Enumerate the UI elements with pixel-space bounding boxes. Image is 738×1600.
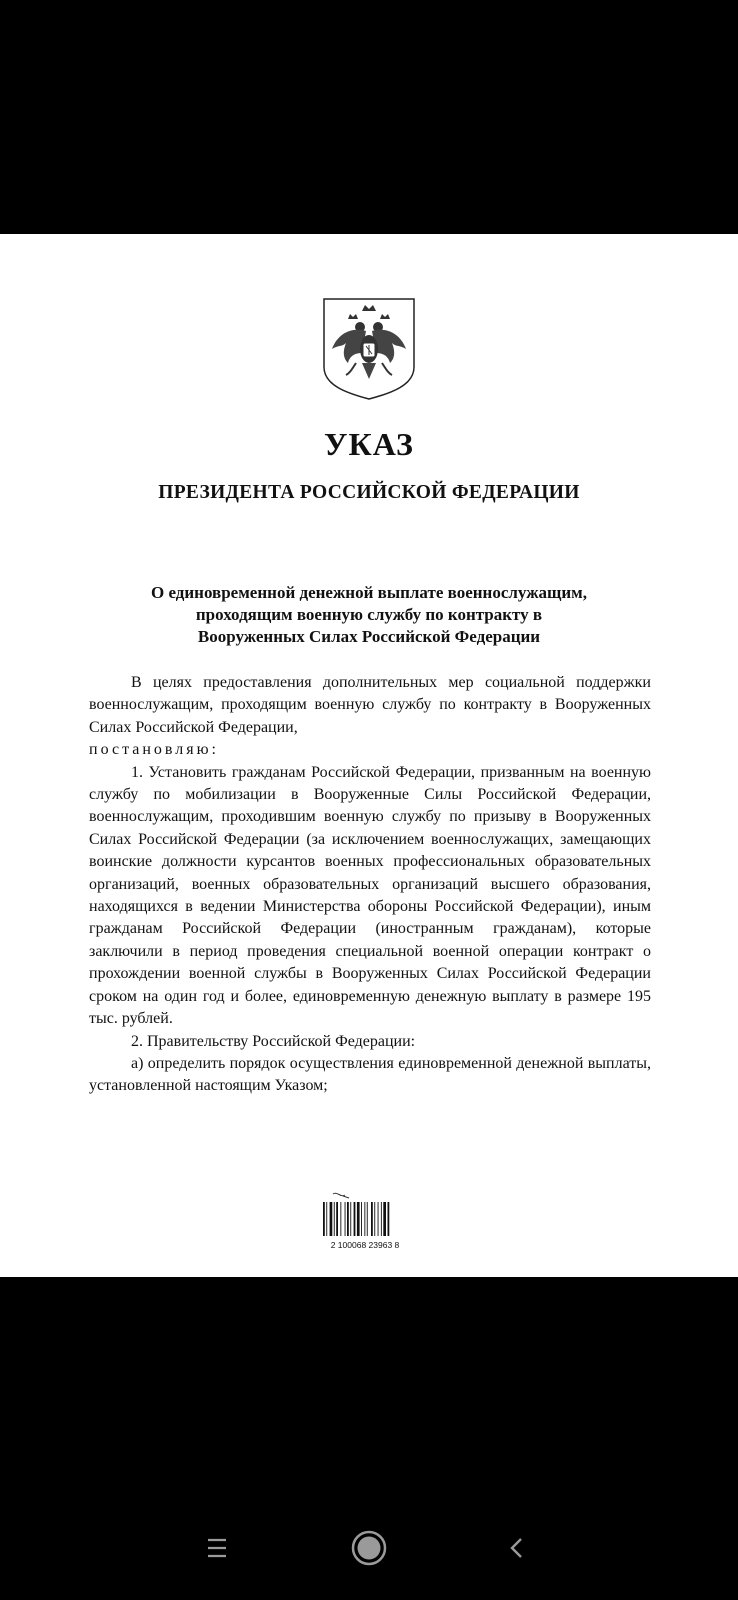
home-button[interactable]	[339, 1526, 399, 1572]
barcode-bar	[347, 1202, 349, 1236]
barcode-bar	[336, 1202, 338, 1236]
barcode-bar	[371, 1202, 373, 1236]
home-icon	[339, 1526, 399, 1572]
barcode-bar	[361, 1202, 362, 1236]
barcode-bar	[374, 1202, 375, 1236]
barcode-bar	[388, 1202, 390, 1236]
menu-icon	[187, 1526, 247, 1572]
barcode-bar	[383, 1202, 386, 1236]
document-title: УКАЗ	[324, 426, 414, 462]
barcode-bar	[330, 1202, 333, 1236]
state-emblem-icon	[322, 297, 416, 401]
barcode-bar	[323, 1202, 325, 1236]
item-2-paragraph: 2. Правительству Российской Федерации:	[131, 1032, 416, 1050]
barcode-bar	[378, 1202, 379, 1236]
back-button[interactable]	[486, 1526, 546, 1572]
barcode	[315, 1192, 415, 1254]
heading-line: Вооруженных Силах Российской Федерации	[197, 627, 541, 646]
barcode-bar	[340, 1202, 341, 1236]
decree-body	[89, 672, 651, 1098]
decree-heading	[80, 582, 658, 648]
barcode-bar	[350, 1202, 351, 1236]
back-icon	[486, 1526, 546, 1572]
menu-button[interactable]	[187, 1526, 247, 1572]
barcode-bar	[326, 1202, 327, 1236]
decree-word: постановляю:	[89, 741, 219, 759]
barcode-bar	[357, 1202, 360, 1236]
barcode-bar	[334, 1202, 335, 1236]
heading-line: О единовременной денежной выплате военнослужащим,	[150, 583, 587, 602]
intro-paragraph: В целях предоставления дополнительных мер социальной поддержки военнослужащим, проходящим военную службу по контракту в Вооруженных Силах Российской Федерации,	[89, 674, 651, 736]
barcode-bar	[354, 1202, 356, 1236]
barcode-bars	[315, 1192, 415, 1238]
barcode-bar	[345, 1202, 346, 1236]
document-subtitle: ПРЕЗИДЕНТА РОССИЙСКОЙ ФЕДЕРАЦИИ	[158, 482, 580, 503]
barcode-number: 2 100068 23963 8	[330, 1240, 400, 1250]
item-2a-paragraph: а) определить порядок осуществления единовременной денежной выплаты, установленной настоящим Указом;	[89, 1054, 651, 1095]
item-1-paragraph: 1. Установить гражданам Российской Федерации, призванным на военную службу по мобилизации в Вооруженные Силы Российской Федерации, военнослужащим, проходившим военную службу по призыву в Вооруженных Силах Российской Федерации (за исключением военнослужащих, замещающих воинские должности курсантов военных профессиональных образовательных организаций, военных образовательных организаций высшего образования, находящихся в ведении Министерства обороны Российской Федерации), иным гражданам Российской Федерации (иностранным гражданам), которые заключили в период проведения специальной военной операции контракт о прохождении военной службы в Вооруженных Силах Российской Федерации сроком на один год и более, единовременную денежную выплату в размере 195 тыс. рублей.	[89, 763, 651, 1028]
document-page	[0, 234, 738, 1277]
heading-line: проходящим военную службу по контракту в	[195, 605, 543, 624]
android-navigation-bar	[0, 1518, 738, 1600]
barcode-bar	[381, 1202, 382, 1236]
barcode-bar	[367, 1202, 368, 1236]
barcode-bar	[364, 1202, 365, 1236]
